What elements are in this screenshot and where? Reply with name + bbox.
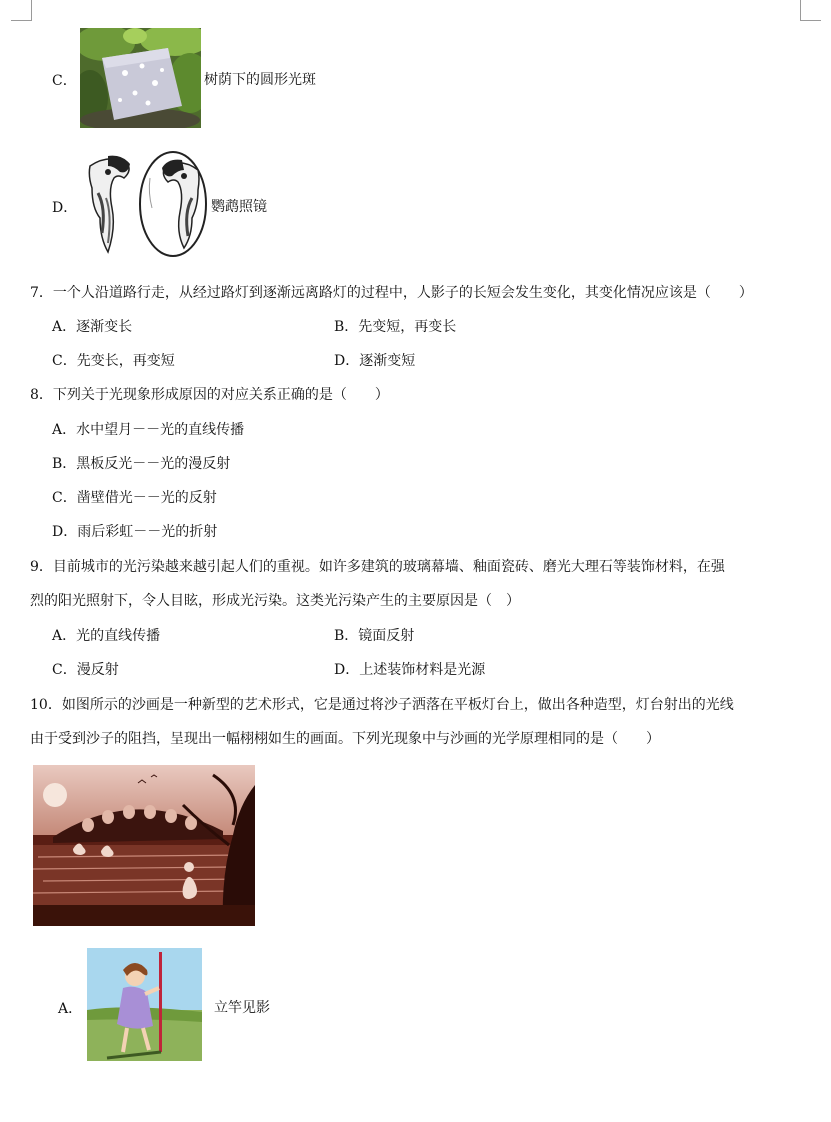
pole-shadow-image bbox=[87, 948, 202, 1061]
question-7-option-b: B．先变短，再变长 bbox=[334, 319, 457, 335]
question-7-stem: 7．一个人沿道路行走，从经过路灯到逐渐远离路灯的过程中，人影子的长短会发生变化，其变化情况应该是（ ） bbox=[30, 285, 753, 301]
question-9-stem-line-1: 9．目前城市的光污染越来越引起人们的重视。如许多建筑的玻璃幕墙、釉面瓷砖、磨光大理石等装饰材料，在强 bbox=[30, 559, 725, 575]
option-c-caption: 树荫下的圆形光斑 bbox=[204, 72, 316, 88]
question-7-option-d: D．逐渐变短 bbox=[334, 353, 416, 369]
question-10-option-a-caption: 立竿见影 bbox=[214, 1000, 270, 1016]
question-10-stem-line-2: 由于受到沙子的阻挡，呈现出一幅栩栩如生的画面。下列光现象中与沙画的光学原理相同的是（ ） bbox=[30, 731, 660, 747]
question-7-option-a: A．逐渐变长 bbox=[52, 319, 133, 335]
question-8-option-d: D．雨后彩虹－－光的折射 bbox=[52, 524, 218, 540]
question-8-option-c: C．凿壁借光－－光的反射 bbox=[52, 490, 217, 506]
question-8-stem: 8．下列关于光现象形成原因的对应关系正确的是（ ） bbox=[30, 387, 389, 403]
option-d-label: D． bbox=[52, 200, 78, 216]
question-9-option-b: B．镜面反射 bbox=[334, 628, 415, 644]
question-10-option-a-label: A． bbox=[58, 1001, 83, 1017]
tree-shade-light-spots-image bbox=[80, 28, 201, 128]
parrot-mirror-image bbox=[78, 148, 210, 260]
question-9-option-a: A．光的直线传播 bbox=[52, 628, 161, 644]
question-7-option-c: C．先变长，再变短 bbox=[52, 353, 175, 369]
question-9-option-c: C．漫反射 bbox=[52, 662, 119, 678]
option-d-caption: 鹦鹉照镜 bbox=[211, 199, 267, 215]
question-9-stem-line-2: 烈的阳光照射下，令人目眩，形成光污染。这类光污染产生的主要原因是（ ） bbox=[30, 593, 520, 609]
page-corner-mark-right bbox=[800, 0, 821, 21]
question-8-option-a: A．水中望月－－光的直线传播 bbox=[52, 422, 245, 438]
question-8-option-b: B．黑板反光－－光的漫反射 bbox=[52, 456, 231, 472]
option-c-label: C． bbox=[52, 73, 77, 89]
question-9-option-d: D．上述装饰材料是光源 bbox=[334, 662, 486, 678]
page-corner-mark-left bbox=[11, 0, 32, 21]
sand-painting-image bbox=[33, 765, 255, 926]
question-10-stem-line-1: 10．如图所示的沙画是一种新型的艺术形式，它是通过将沙子洒落在平板灯台上，做出各种造型，灯台射出的光线 bbox=[30, 697, 734, 713]
